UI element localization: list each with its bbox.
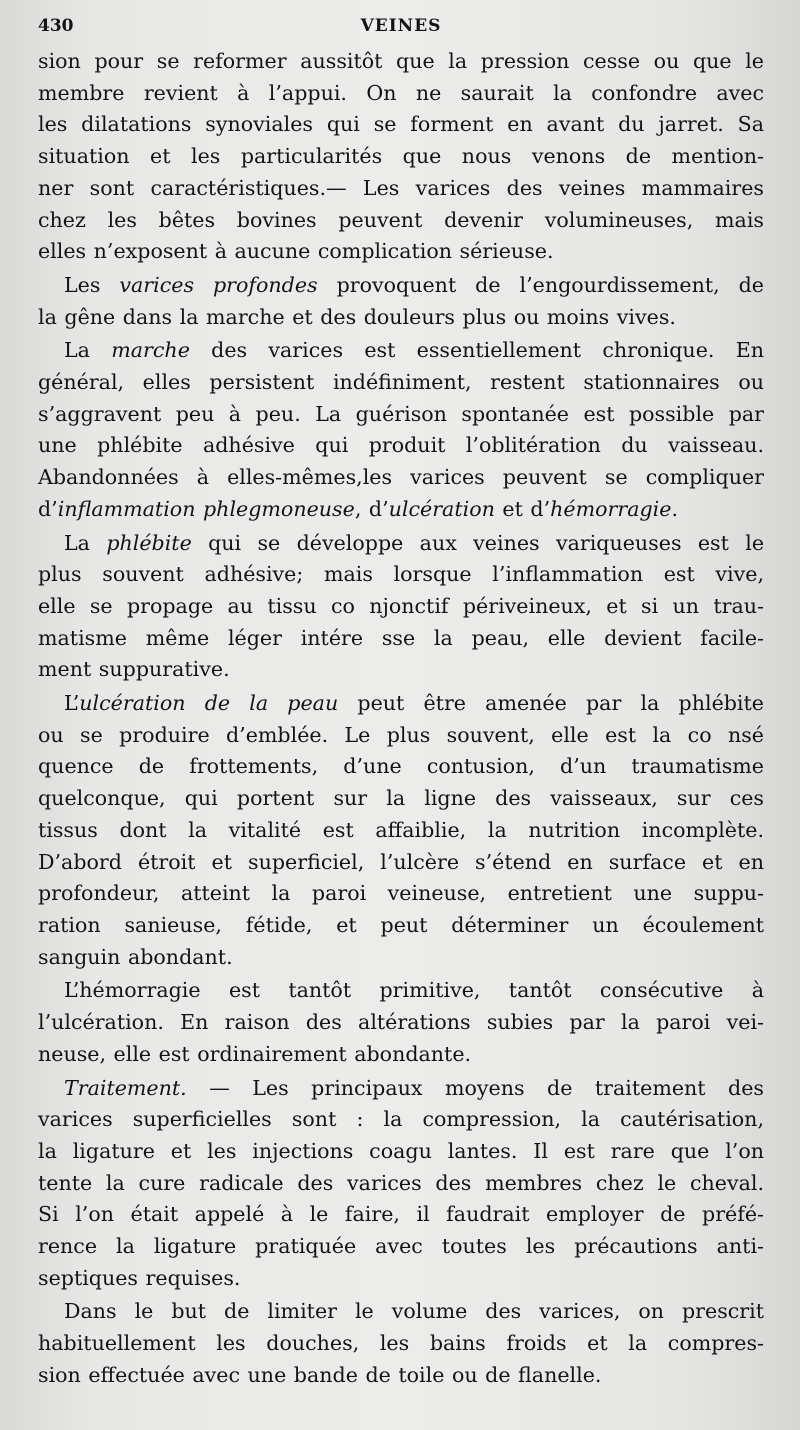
text-line: la ligature et les injections coagu lantes. Il est rare que l’on: [38, 1138, 764, 1163]
text-line: D’abord étroit et superficiel, l’ulcère s’étend en surface et en: [38, 849, 764, 874]
paragraph: [38, 1073, 764, 1295]
text-line: ner sont caractéristiques.— Les varices des veines mammaires: [38, 175, 764, 200]
text-line: la gêne dans la marche et des douleurs plus ou moins vives.: [38, 304, 676, 329]
text-line: chez les bêtes bovines peuvent devenir volumineuses, mais: [38, 207, 764, 232]
text-line: une phlébite adhésive qui produit l’oblitération du vaisseau.: [38, 433, 764, 458]
text-line: sanguin abondant.: [38, 944, 233, 969]
text-line: les dilatations synoviales qui se forment en avant du jarret. Sa: [38, 112, 764, 137]
text-line: L’ulcération de la peau peut être amenée par la phlébite: [64, 691, 764, 716]
text-line: habituellement les douches, les bains froids et la compres-: [38, 1331, 764, 1356]
text-line: sion effectuée avec une bande de toile ou de flanelle.: [38, 1362, 602, 1387]
text-line: varices superficielles sont : la compression, la cautérisation,: [38, 1107, 764, 1132]
text-line: quelconque, qui portent sur la ligne des vaisseaux, sur ces: [38, 786, 764, 811]
paragraph: [38, 46, 764, 268]
text-line: sion pour se reformer aussitôt que la pression cesse ou que le: [38, 49, 764, 73]
text-line: situation et les particularités que nous venons de mention-: [38, 144, 764, 169]
paragraph: [38, 270, 764, 333]
text-line: s’aggravent peu à peu. La guérison spontanée est possible par: [38, 401, 764, 426]
text-line: rence la ligature pratiquée avec toutes les précautions anti-: [38, 1234, 764, 1259]
text-line: membre revient à l’appui. On ne saurait la confondre avec: [38, 80, 764, 105]
text-line: La phlébite qui se développe aux veines variqueuses est le: [64, 530, 765, 555]
text-line: neuse, elle est ordinairement abondante.: [38, 1041, 472, 1066]
text-line: septiques requises.: [38, 1265, 241, 1290]
text-line: l’ulcération. En raison des altérations subies par la paroi vei-: [38, 1010, 764, 1035]
page-number: 430: [38, 16, 74, 36]
paragraph: [38, 975, 764, 1070]
text-line: elle se propage au tissu co njonctif périveineux, et si un trau-: [38, 593, 764, 618]
paragraph: [38, 688, 764, 973]
paragraph: [38, 335, 764, 525]
text-line: plus souvent adhésive; mais lorsque l’inflammation est vive,: [38, 562, 764, 587]
text-line: Dans le but de limiter le volume des varices, on prescrit: [64, 1299, 764, 1324]
text-line: Abandonnées à elles-mêmes,les varices peuvent se compliquer: [38, 465, 764, 490]
text-line: La marche des varices est essentiellement chronique. En: [64, 338, 765, 363]
paragraph: [38, 1296, 764, 1391]
text-line: tente la cure radicale des varices des membres chez le cheval.: [38, 1170, 764, 1195]
text-line: ment suppurative.: [38, 657, 230, 682]
text-line: Les varices profondes provoquent de l’engourdissement, de: [64, 272, 764, 297]
text-line: général, elles persistent indéfiniment, restent stationnaires ou: [38, 370, 764, 395]
text-line: matisme même léger intére sse la peau, elle devient facile-: [38, 625, 764, 650]
text-line: tissus dont la vitalité est affaiblie, la nutrition incomplète.: [38, 817, 764, 842]
running-title: VEINES: [360, 16, 442, 36]
paragraph: [38, 528, 764, 687]
text-line: elles n’exposent à aucune complication sérieuse.: [38, 239, 554, 264]
page-header: [38, 8, 764, 46]
text-line: Si l’on était appelé à le faire, il faudrait employer de préfé-: [38, 1202, 764, 1227]
book-page: [0, 8, 800, 1430]
text-line: ou se produire d’emblée. Le plus souvent, elle est la co nsé: [38, 722, 764, 747]
text-line: L’hémorragie est tantôt primitive, tantôt consécutive à: [64, 978, 764, 1003]
body-text: [38, 46, 764, 1392]
text-line: profondeur, atteint la paroi veineuse, entretient une suppu-: [38, 881, 764, 906]
text-line: ration sanieuse, fétide, et peut déterminer un écoulement: [38, 912, 764, 937]
text-line: d’inflammation phlegmoneuse, d’ulcération et d’hémorragie.: [38, 496, 679, 521]
text-line: quence de frottements, d’une contusion, d’un traumatisme: [38, 754, 764, 779]
text-line: Traitement. — Les principaux moyens de traitement des: [64, 1075, 764, 1100]
